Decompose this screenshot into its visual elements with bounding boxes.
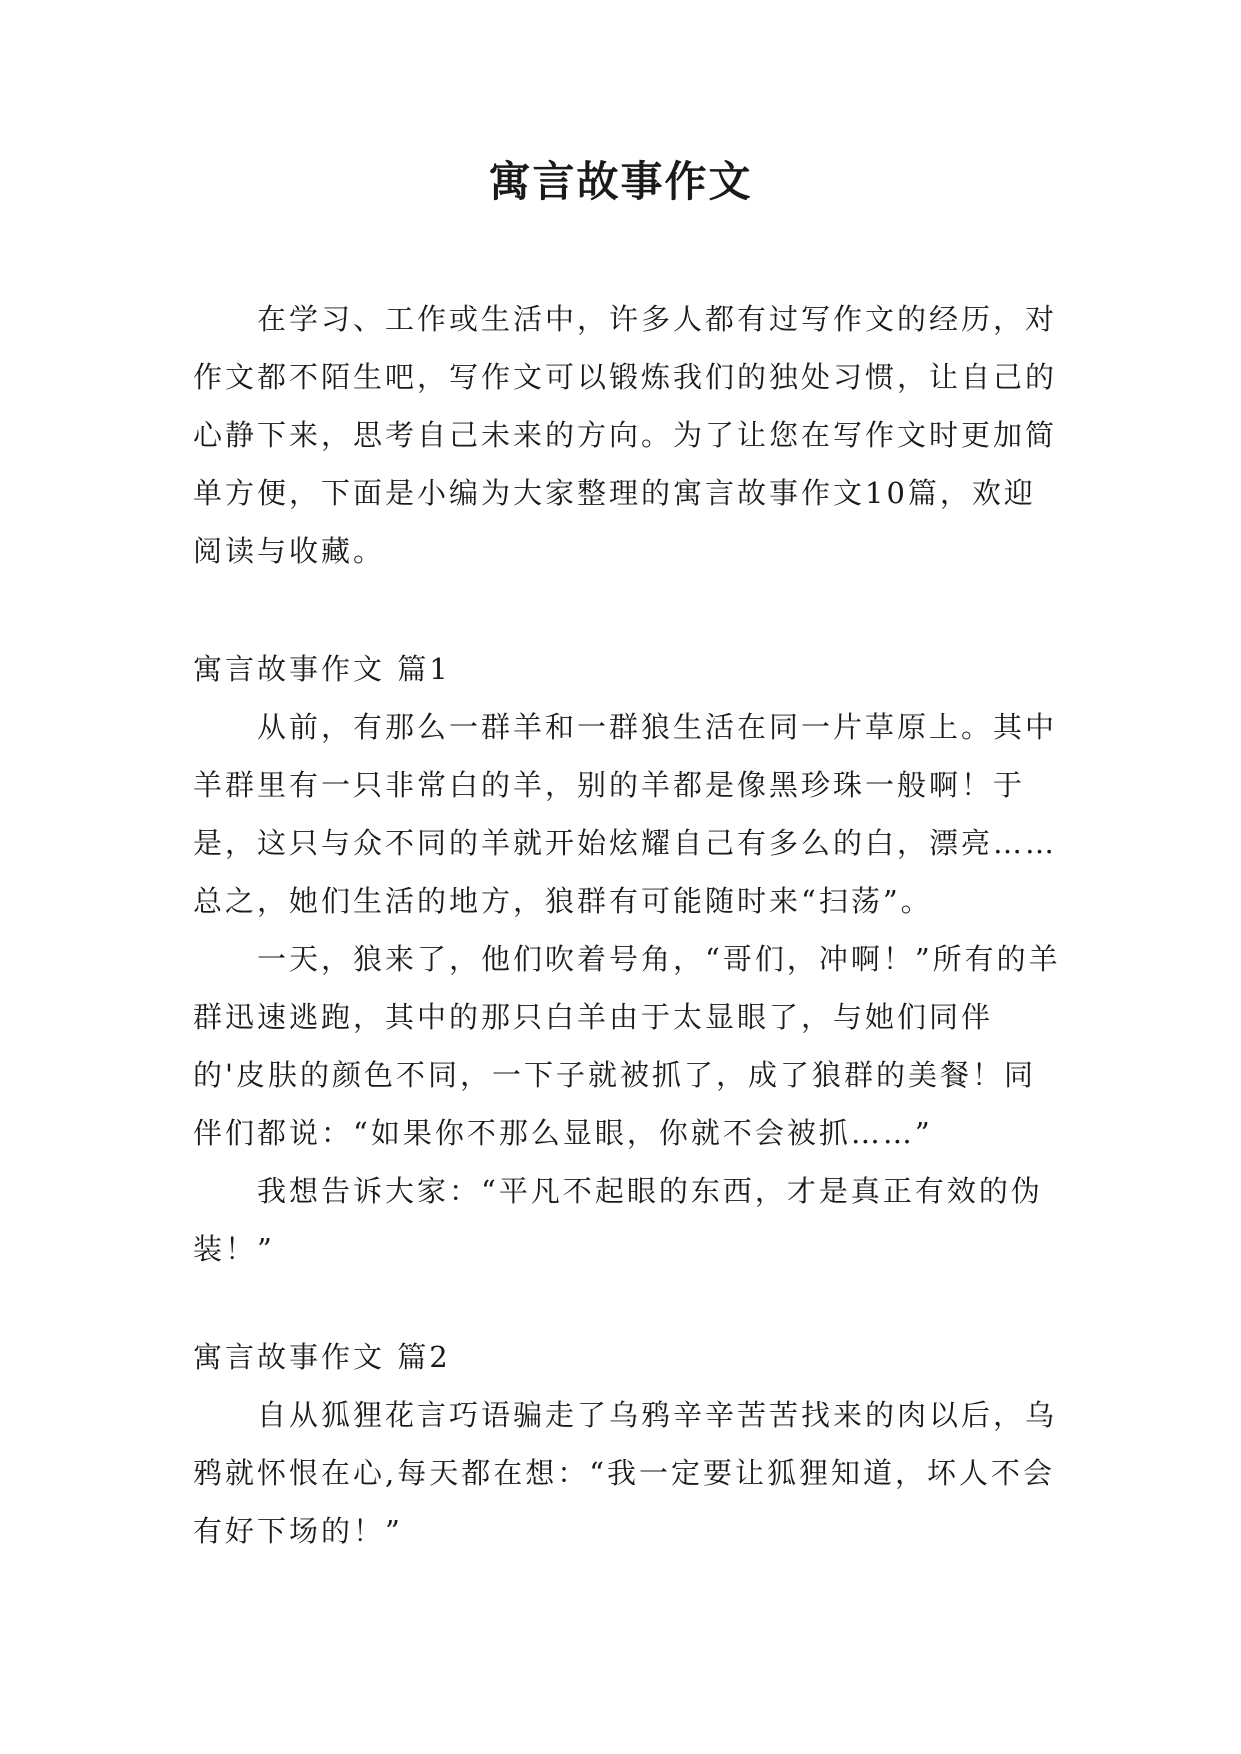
section-heading-1: 寓言故事作文 篇1 (193, 652, 451, 686)
section-1-paragraph-3: 我想告诉大家：“平凡不起眼的东西，才是真正有效的伪装！” (193, 1174, 1043, 1266)
document-title: 寓言故事作文 (488, 157, 753, 206)
intro-paragraph: 在学习、工作或生活中，许多人都有过写作文的经历，对作文都不陌生吧，写作文可以锻炼我们的独处习惯，让自己的心静下来，思考自己未来的方向。为了让您在写作文时更加简单方便，下面是小编为大家整理的寓言故事作文10篇，欢迎阅读与收藏。 (193, 302, 1058, 568)
section-2-paragraph-1: 自从狐狸花言巧语骗走了乌鸦辛辛苦苦找来的肉以后，乌鸦就怀恨在心,每天都在想：“我一定要让狐狸知道，坏人不会有好下场的！” (193, 1398, 1058, 1548)
section-1 (193, 640, 1063, 1278)
section-1-paragraph-1: 从前，有那么一群羊和一群狼生活在同一片草原上。其中羊群里有一只非常白的羊，别的羊都是像黑珍珠一般啊！于是，这只与众不同的羊就开始炫耀自己有多么的白，漂亮……总之，她们生活的地方，狼群有可能随时来“扫荡”。 (193, 710, 1058, 918)
section-1-paragraph-2: 一天，狼来了，他们吹着号角，“哥们，冲啊！”所有的羊群迅速逃跑，其中的那只白羊由于太显眼了，与她们同伴的'皮肤的颜色不同，一下子就被抓了，成了狼群的美餐！同伴们都说：“如果你不那么显眼，你就不会被抓……” (193, 942, 1061, 1150)
section-heading-2: 寓言故事作文 篇2 (193, 1340, 451, 1374)
section-2 (193, 1328, 1063, 1560)
intro-block (193, 290, 1063, 580)
